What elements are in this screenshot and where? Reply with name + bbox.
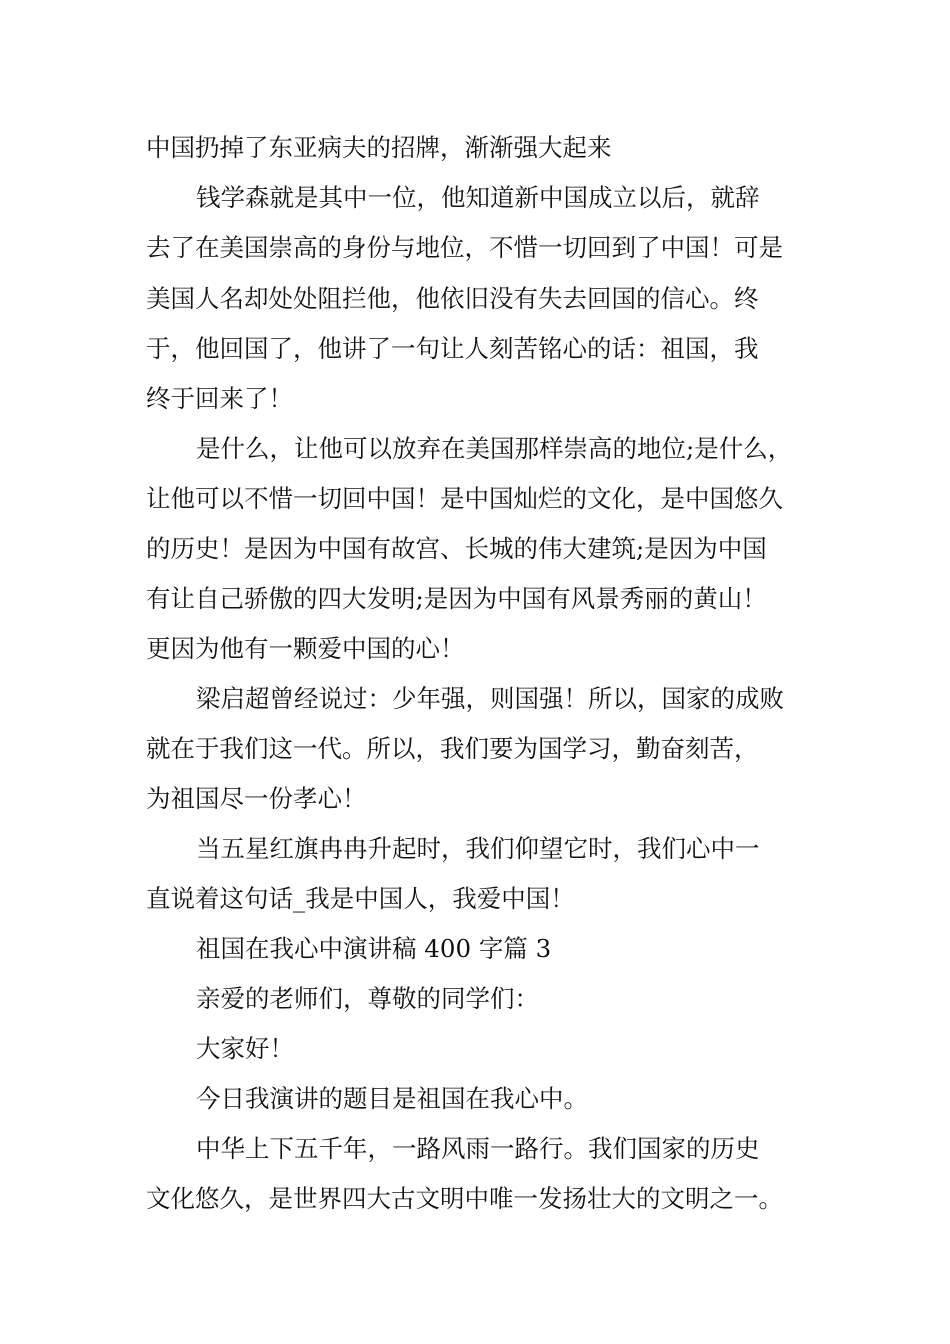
- text-line-10: 有让自己骄傲的四大发明;是因为中国有风景秀丽的黄山！: [146, 584, 767, 613]
- text-line-1: 中国扔掉了东亚病夫的招牌，渐渐强大起来: [146, 133, 612, 162]
- text-line-14: 为祖国尽一份孝心！: [146, 784, 367, 813]
- text-line-4: 美国人名却处处阻拦他，他依旧没有失去回国的信心。终: [146, 284, 759, 313]
- text-line-6: 终于回来了！: [146, 384, 293, 413]
- text-line-19: 大家好！: [196, 1034, 294, 1063]
- text-line-9: 的历史！是因为中国有故宫、长城的伟大建筑;是因为中国: [146, 534, 767, 563]
- section-heading: 祖国在我心中演讲稿 400 字篇 3: [196, 934, 552, 963]
- text-line-2: 钱学森就是其中一位，他知道新中国成立以后，就辞: [196, 183, 760, 212]
- text-line-7: 是什么，让他可以放弃在美国那样崇高的地位;是什么，: [196, 434, 793, 463]
- text-line-20: 今日我演讲的题目是祖国在我心中。: [196, 1084, 588, 1113]
- text-line-16: 直说着这句话_我是中国人，我爱中国！: [146, 884, 575, 913]
- text-line-8: 让他可以不惜一切回中国！是中国灿烂的文化，是中国悠久: [146, 484, 783, 513]
- text-line-22: 文化悠久，是世界四大古文明中唯一发扬壮大的文明之一。: [146, 1184, 783, 1213]
- text-line-5: 于，他回国了，他讲了一句让人刻苦铭心的话：祖国，我: [146, 334, 759, 363]
- text-line-21: 中华上下五千年，一路风雨一路行。我们国家的历史: [196, 1134, 760, 1163]
- text-line-3: 去了在美国崇高的身份与地位，不惜一切回到了中国！可是: [146, 233, 783, 262]
- text-line-18: 亲爱的老师们，尊敬的同学们：: [196, 984, 539, 1013]
- text-line-11: 更因为他有一颗爱中国的心！: [146, 634, 465, 663]
- text-line-15: 当五星红旗冉冉升起时，我们仰望它时，我们心中一: [196, 834, 760, 863]
- text-line-13: 就在于我们这一代。所以，我们要为国学习，勤奋刻苦，: [146, 734, 759, 763]
- text-line-12: 梁启超曾经说过：少年强，则国强！所以，国家的成败: [196, 684, 784, 713]
